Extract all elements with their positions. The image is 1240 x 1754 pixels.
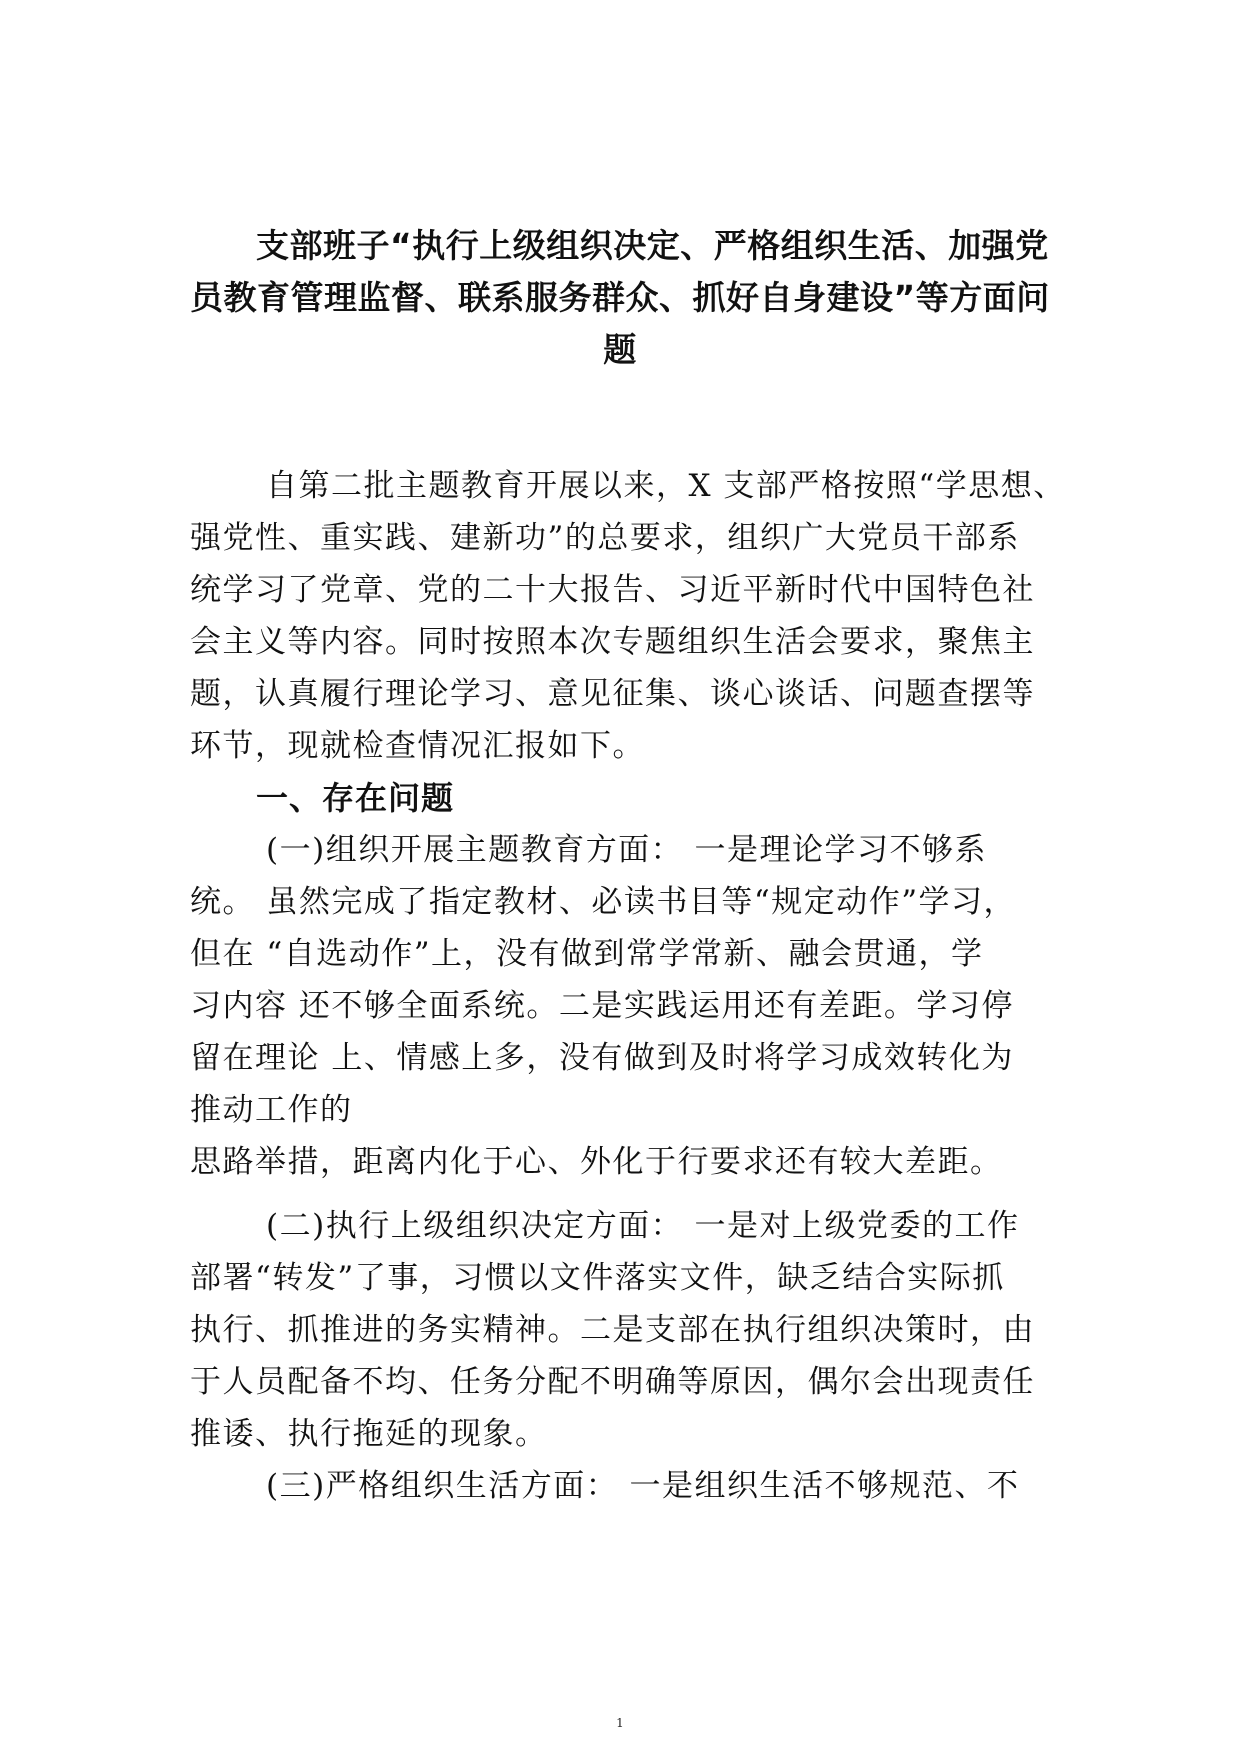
text-line: 思路举措，距离内化于心、外化于行要求还有较大差距。: [190, 1144, 1003, 1180]
text-line: 留在理论 上、情感上多，没有做到及时将学习成效转化为: [190, 1040, 1014, 1076]
text-line: 自第二批主题教育开展以来，X 支部严格按照“学思想、: [266, 468, 1066, 504]
text-line: 统。 虽然完成了指定教材、必读书目等“规定动作”学习，: [190, 884, 1017, 920]
text-line: 部署“转发”了事，习惯以文件落实文件，缺乏结合实际抓: [190, 1260, 1005, 1296]
paragraph-gap: [190, 1188, 1052, 1200]
text-line: (一)组织开展主题教育方面： 一是理论学习不够系: [266, 832, 988, 868]
text-line: 推动工作的: [190, 1092, 353, 1128]
text-line: 强党性、重实践、建新功”的总要求，组织广大党员干部系: [190, 520, 1020, 556]
text-line: 执行、抓推进的务实精神。二是支部在执行组织决策时，由: [190, 1312, 1035, 1348]
title-line: 支部班子“执行上级组织决定、严格组织生活、加强党: [256, 226, 1049, 265]
text-line: 题，认真履行理论学习、意见征集、谈心谈话、问题查摆等: [190, 676, 1035, 712]
item-paragraph-2: [190, 1200, 1052, 1460]
text-line: (三)严格组织生活方面： 一是组织生活不够规范、不: [266, 1468, 1020, 1504]
text-line: 环节，现就检查情况汇报如下。: [190, 728, 645, 764]
item-paragraph-1: [190, 824, 1052, 1188]
title-line: 题: [603, 330, 637, 369]
page-number: 1: [616, 1716, 624, 1730]
intro-paragraph: [190, 460, 1066, 772]
text-line: 推诿、执行拖延的现象。: [190, 1416, 548, 1452]
text-line: 但在 “自选动作”上，没有做到常学常新、融会贯通，学: [190, 936, 984, 972]
title-line: 员教育管理监督、联系服务群众、抓好自身建设”等方面问: [190, 278, 1050, 317]
document-body: [190, 460, 1066, 1512]
text-line: 于人员配备不均、任务分配不明确等原因，偶尔会出现责任: [190, 1364, 1035, 1400]
item-paragraph-3: [190, 1460, 1052, 1512]
text-line: 统学习了党章、党的二十大报告、习近平新时代中国特色社: [190, 572, 1035, 608]
document-title: [190, 220, 1050, 376]
text-line: 会主义等内容。同时按照本次专题组织生活会要求，聚焦主: [190, 624, 1035, 660]
text-line: 习内容 还不够全面系统。二是实践运用还有差距。学习停: [190, 988, 1014, 1024]
text-line: (二)执行上级组织决定方面： 一是对上级党委的工作: [266, 1208, 1020, 1244]
section-heading: 一、存在问题: [256, 779, 455, 817]
